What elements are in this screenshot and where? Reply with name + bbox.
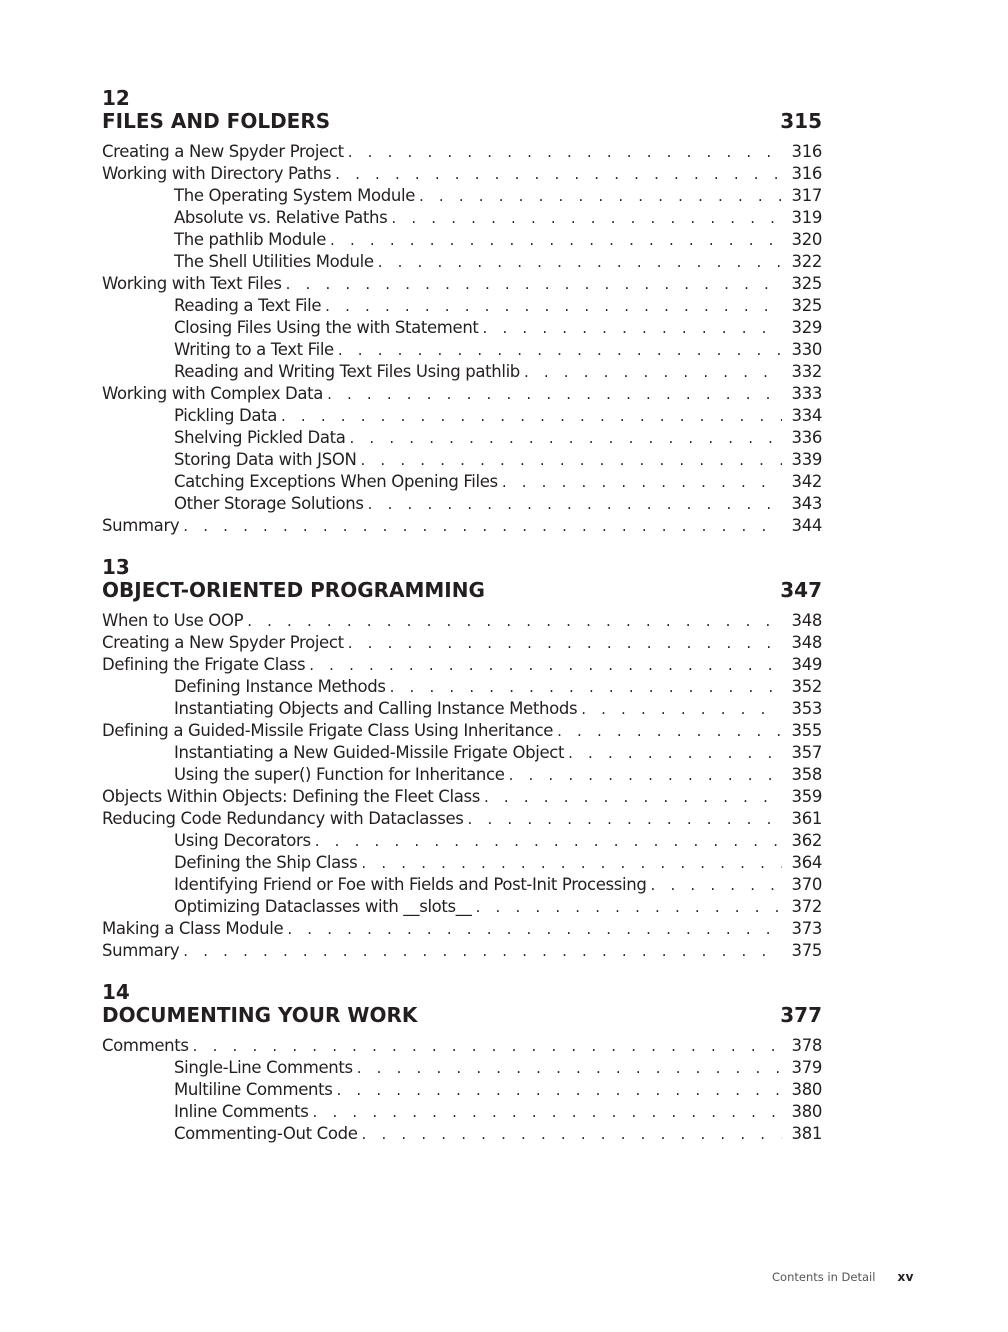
toc-entry-page-number: 339 [791,450,822,469]
dot-leader [362,1123,782,1145]
toc-entry-title: Creating a New Spyder Project [102,142,344,161]
toc-entry-title: Optimizing Dataclasses with __slots__ [174,897,472,916]
toc-entry-page-number: 349 [791,655,822,674]
chapter-section [102,555,822,962]
toc-entry-list [102,1035,822,1145]
chapter-list [102,86,822,1145]
toc-entry[interactable] [102,632,822,654]
toc-entry-page-number: 336 [791,428,822,447]
dot-leader [390,676,782,698]
toc-entry-title: Comments [102,1036,189,1055]
toc-entry[interactable] [102,515,822,537]
toc-entry[interactable] [102,427,822,449]
toc-entry[interactable] [102,698,822,720]
toc-entry-title: Writing to a Text File [174,340,334,359]
toc-entry-list [102,141,822,537]
footer-page-number: xv [897,1270,914,1284]
toc-entry-title: Summary [102,941,180,960]
toc-entry-page-number: 380 [791,1080,822,1099]
toc-entry-title: Pickling Data [174,406,277,425]
toc-entry-title: When to Use OOP [102,611,244,630]
toc-entry[interactable] [102,1123,822,1145]
toc-entry[interactable] [102,808,822,830]
dot-leader [348,632,782,654]
toc-entry-title: Identifying Friend or Foe with Fields and Post-Init Processing [174,875,647,894]
chapter-heading[interactable] [102,1002,822,1028]
chapter-page-number: 377 [780,1003,822,1027]
page-footer [772,1270,914,1284]
toc-entry-title: Shelving Pickled Data [174,428,346,447]
dot-leader [557,720,782,742]
toc-entry[interactable] [102,449,822,471]
toc-entry[interactable] [102,383,822,405]
toc-entry-page-number: 333 [791,384,822,403]
toc-entry-page-number: 375 [791,941,822,960]
chapter-section [102,86,822,537]
toc-entry[interactable] [102,676,822,698]
toc-entry-title: Creating a New Spyder Project [102,633,344,652]
toc-entry[interactable] [102,654,822,676]
chapter-heading[interactable] [102,108,822,134]
toc-entry-page-number: 373 [791,919,822,938]
dot-leader [468,808,782,830]
dot-leader [391,207,782,229]
table-of-contents [102,86,822,1163]
toc-entry-page-number: 378 [791,1036,822,1055]
dot-leader [286,273,782,295]
dot-leader [315,830,782,852]
toc-entry-title: Storing Data with JSON [174,450,357,469]
toc-entry-title: Defining the Ship Class [174,853,358,872]
toc-entry-page-number: 352 [791,677,822,696]
dot-leader [325,295,782,317]
toc-entry-page-number: 364 [791,853,822,872]
toc-entry-title: Single-Line Comments [174,1058,353,1077]
toc-entry[interactable] [102,940,822,962]
toc-entry-page-number: 361 [791,809,822,828]
dot-leader [338,339,782,361]
toc-entry[interactable] [102,361,822,383]
toc-entry-title: Multiline Comments [174,1080,333,1099]
toc-entry[interactable] [102,317,822,339]
toc-entry-title: Reading a Text File [174,296,322,315]
toc-entry-page-number: 359 [791,787,822,806]
toc-entry-title: The pathlib Module [174,230,327,249]
toc-entry-page-number: 370 [791,875,822,894]
chapter-number: 13 [102,555,130,579]
toc-entry[interactable] [102,141,822,163]
toc-entry-page-number: 380 [791,1102,822,1121]
toc-entry-page-number: 325 [791,274,822,293]
chapter-page-number: 347 [780,578,822,602]
chapter-number: 14 [102,980,130,1004]
toc-entry-title: Working with Text Files [102,274,282,293]
dot-leader [193,1035,782,1057]
toc-entry-title: Commenting-Out Code [174,1124,358,1143]
toc-entry[interactable] [102,786,822,808]
toc-entry-page-number: 332 [791,362,822,381]
toc-entry-title: Summary [102,516,180,535]
chapter-title: FILES AND FOLDERS [102,109,331,133]
toc-entry-title: Defining Instance Methods [174,677,386,696]
dot-leader [361,852,782,874]
toc-entry-page-number: 325 [791,296,822,315]
toc-entry-page-number: 322 [791,252,822,271]
toc-entry[interactable] [102,1057,822,1079]
chapter-section [102,980,822,1145]
toc-entry-title: Catching Exceptions When Opening Files [174,472,498,491]
toc-entry-page-number: 357 [791,743,822,762]
dot-leader [581,698,782,720]
toc-entry[interactable] [102,720,822,742]
dot-leader [476,896,782,918]
toc-entry-page-number: 358 [791,765,822,784]
dot-leader [484,786,782,808]
dot-leader [330,229,782,251]
toc-entry-page-number: 355 [791,721,822,740]
dot-leader [568,742,782,764]
toc-entry[interactable] [102,610,822,632]
toc-entry-title: Working with Directory Paths [102,164,332,183]
toc-entry-page-number: 316 [791,164,822,183]
toc-entry-title: Absolute vs. Relative Paths [174,208,388,227]
toc-entry[interactable] [102,251,822,273]
toc-entry[interactable] [102,896,822,918]
toc-entry[interactable] [102,918,822,940]
toc-entry-page-number: 316 [791,142,822,161]
toc-entry-title: Instantiating Objects and Calling Instance Methods [174,699,578,718]
toc-entry[interactable] [102,185,822,207]
chapter-page-number: 315 [780,109,822,133]
toc-entry[interactable] [102,1101,822,1123]
toc-entry[interactable] [102,405,822,427]
toc-entry[interactable] [102,295,822,317]
toc-entry[interactable] [102,830,822,852]
dot-leader [360,449,782,471]
toc-entry-title: Defining a Guided-Missile Frigate Class Using Inheritance [102,721,554,740]
toc-entry-title: The Shell Utilities Module [174,252,374,271]
chapter-title: OBJECT-ORIENTED PROGRAMMING [102,578,485,602]
chapter-number: 12 [102,86,130,110]
dot-leader [183,515,782,537]
toc-entry-title: Reading and Writing Text Files Using pathlib [174,362,520,381]
dot-leader [651,874,782,896]
toc-entry[interactable] [102,471,822,493]
dot-leader [348,141,782,163]
toc-entry-title: Other Storage Solutions [174,494,364,513]
toc-entry-page-number: 353 [791,699,822,718]
toc-entry[interactable] [102,742,822,764]
dot-leader [368,493,782,515]
dot-leader [335,163,782,185]
toc-entry[interactable] [102,1035,822,1057]
dot-leader [247,610,782,632]
dot-leader [483,317,782,339]
toc-entry-page-number: 334 [791,406,822,425]
toc-entry-page-number: 317 [791,186,822,205]
toc-entry-title: Making a Class Module [102,919,284,938]
toc-entry[interactable] [102,273,822,295]
toc-entry-page-number: 348 [791,633,822,652]
toc-entry-page-number: 344 [791,516,822,535]
toc-entry-page-number: 320 [791,230,822,249]
dot-leader [509,764,782,786]
footer-label: Contents in Detail [772,1270,876,1284]
toc-entry-page-number: 329 [791,318,822,337]
dot-leader [281,405,782,427]
toc-entry-title: Reducing Code Redundancy with Dataclasses [102,809,464,828]
dot-leader [337,1079,783,1101]
dot-leader [313,1101,782,1123]
toc-entry-title: Closing Files Using the with Statement [174,318,479,337]
toc-entry-title: Inline Comments [174,1102,309,1121]
toc-entry[interactable] [102,1079,822,1101]
toc-entry-title: Objects Within Objects: Defining the Fleet Class [102,787,480,806]
dot-leader [357,1057,782,1079]
toc-entry-title: Working with Complex Data [102,384,324,403]
dot-leader [524,361,782,383]
dot-leader [350,427,783,449]
toc-entry[interactable] [102,163,822,185]
toc-entry-page-number: 381 [791,1124,822,1143]
dot-leader [378,251,782,273]
toc-entry[interactable] [102,852,822,874]
toc-entry-title: Defining the Frigate Class [102,655,306,674]
toc-entry[interactable] [102,339,822,361]
toc-entry-page-number: 343 [791,494,822,513]
toc-entry-page-number: 319 [791,208,822,227]
chapter-heading[interactable] [102,577,822,603]
toc-entry[interactable] [102,493,822,515]
dot-leader [327,383,782,405]
dot-leader [419,185,782,207]
toc-entry-page-number: 330 [791,340,822,359]
toc-entry-list [102,610,822,962]
dot-leader [502,471,782,493]
toc-entry[interactable] [102,229,822,251]
toc-entry-page-number: 379 [791,1058,822,1077]
toc-entry-page-number: 348 [791,611,822,630]
dot-leader [309,654,782,676]
dot-leader [183,940,782,962]
toc-entry-page-number: 372 [791,897,822,916]
toc-entry-page-number: 362 [791,831,822,850]
toc-entry-title: Instantiating a New Guided-Missile Frigate Object [174,743,565,762]
chapter-title: DOCUMENTING YOUR WORK [102,1003,418,1027]
toc-entry-title: The Operating System Module [174,186,415,205]
toc-entry[interactable] [102,207,822,229]
dot-leader [287,918,782,940]
toc-entry-title: Using the super() Function for Inheritance [174,765,505,784]
toc-entry-title: Using Decorators [174,831,311,850]
toc-entry-page-number: 342 [791,472,822,491]
toc-entry[interactable] [102,874,822,896]
toc-entry[interactable] [102,764,822,786]
